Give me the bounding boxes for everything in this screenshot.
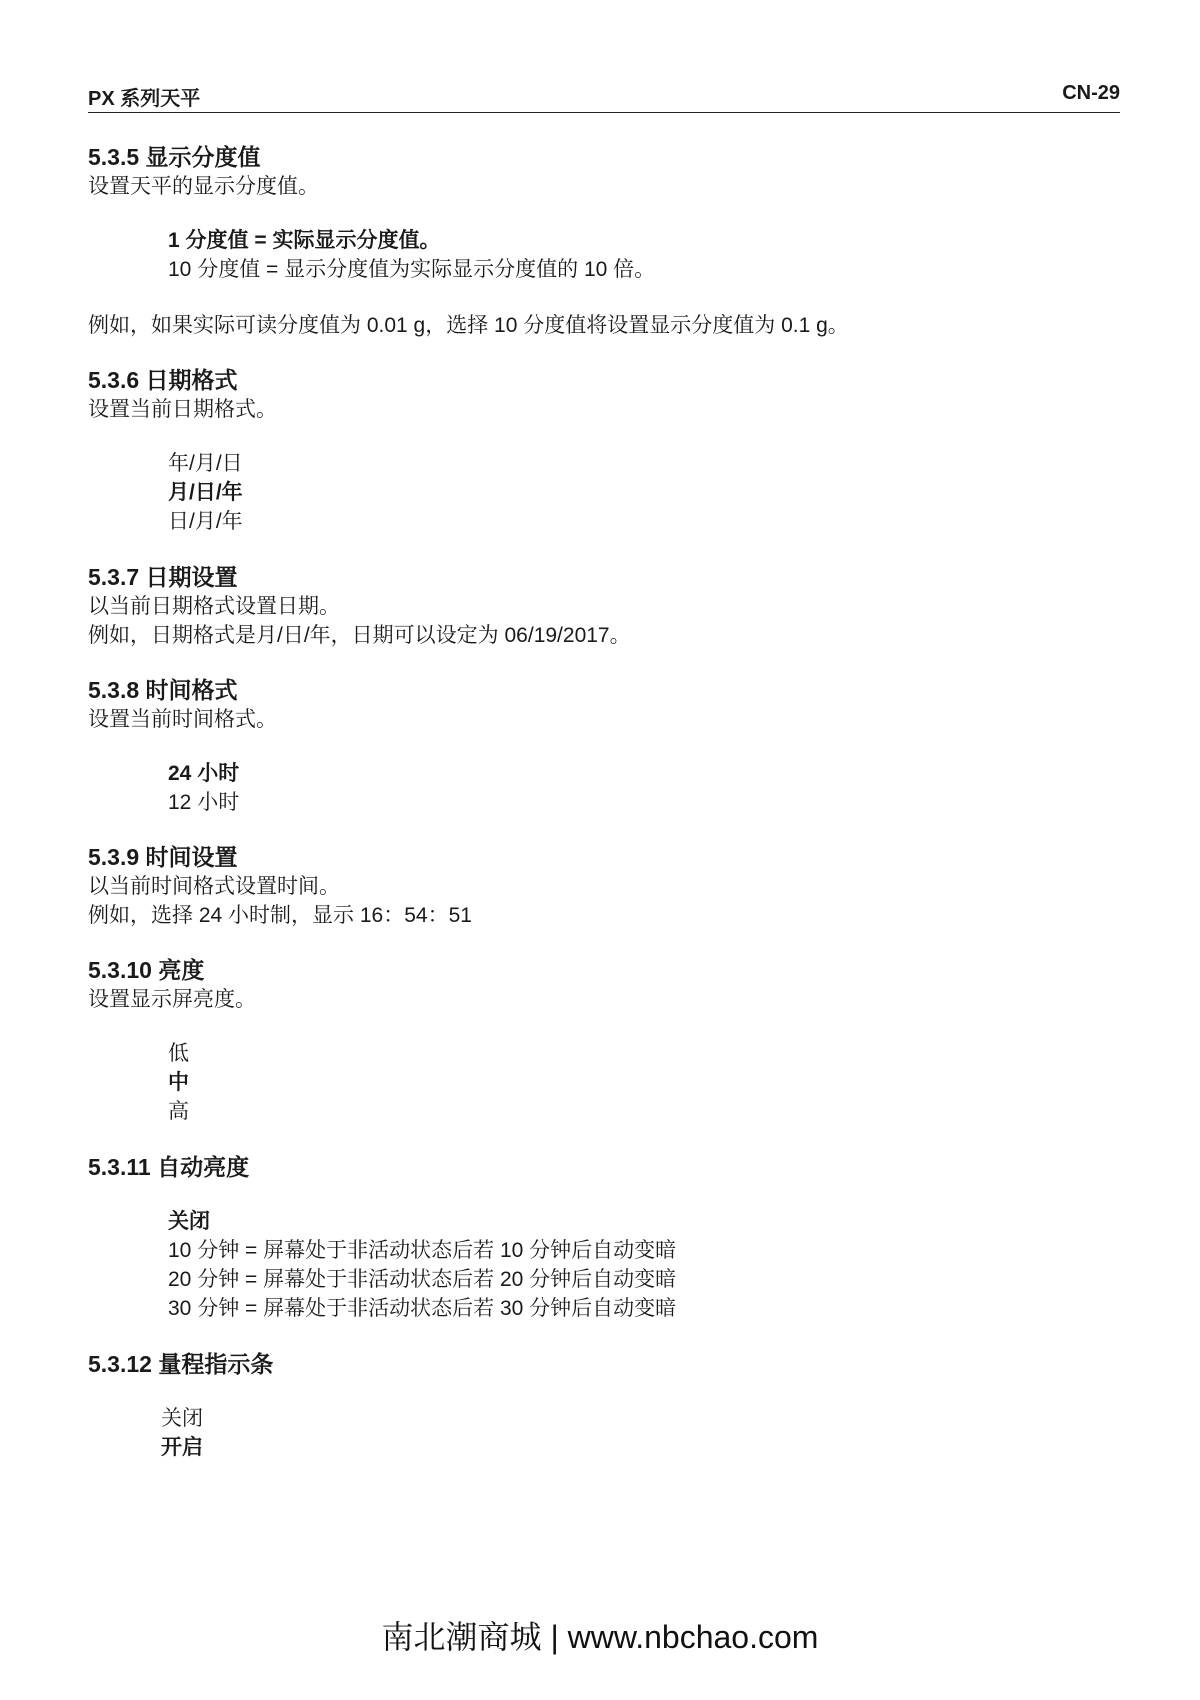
- option-capacity-bar-off: 关闭: [161, 1407, 203, 1430]
- option-12-hour: 12 小时: [168, 791, 240, 814]
- section-example-5-3-9: 例如，选择 24 小时制，显示 16：54：51: [88, 904, 472, 927]
- section-example-5-3-7: 例如，日期格式是月/日/年，日期可以设定为 06/19/2017。: [88, 624, 631, 647]
- option-10-division: 10 分度值 = 显示分度值为实际显示分度值的 10 倍。: [168, 258, 656, 281]
- section-title-5-3-10: 5.3.10 亮度: [88, 957, 205, 983]
- document-title: PX 系列天平: [88, 88, 201, 110]
- option-auto-dim-20: 20 分钟 = 屏幕处于非活动状态后若 20 分钟后自动变暗: [168, 1268, 677, 1291]
- section-desc-5-3-6: 设置当前日期格式。: [88, 398, 277, 421]
- section-title-5-3-6: 5.3.6 日期格式: [88, 367, 238, 393]
- section-desc-5-3-8: 设置当前时间格式。: [88, 708, 277, 731]
- option-1-division: 1 分度值 = 实际显示分度值。: [168, 229, 441, 252]
- section-desc-5-3-9: 以当前时间格式设置时间。: [88, 875, 340, 898]
- section-desc-5-3-7: 以当前日期格式设置日期。: [88, 595, 340, 618]
- section-title-5-3-9: 5.3.9 时间设置: [88, 844, 238, 870]
- option-brightness-high: 高: [168, 1100, 189, 1123]
- section-title-5-3-11: 5.3.11 自动亮度: [88, 1154, 250, 1180]
- option-date-dmy: 日/月/年: [168, 510, 243, 533]
- option-brightness-medium: 中: [168, 1071, 189, 1094]
- section-title-5-3-8: 5.3.8 时间格式: [88, 677, 238, 703]
- option-24-hour: 24 小时: [168, 762, 240, 785]
- page-header: [88, 82, 1120, 113]
- section-desc-5-3-5: 设置天平的显示分度值。: [88, 175, 319, 198]
- option-capacity-bar-on: 开启: [161, 1436, 203, 1459]
- section-title-5-3-7: 5.3.7 日期设置: [88, 564, 238, 590]
- option-auto-dim-10: 10 分钟 = 屏幕处于非活动状态后若 10 分钟后自动变暗: [168, 1239, 677, 1262]
- option-date-mdy: 月/日/年: [168, 481, 243, 504]
- option-auto-dim-30: 30 分钟 = 屏幕处于非活动状态后若 30 分钟后自动变暗: [168, 1297, 677, 1320]
- page-number: CN-29: [1062, 82, 1120, 104]
- section-desc-5-3-10: 设置显示屏亮度。: [88, 988, 256, 1011]
- section-title-5-3-5: 5.3.5 显示分度值: [88, 144, 261, 170]
- section-title-5-3-12: 5.3.12 量程指示条: [88, 1351, 274, 1377]
- section-example-5-3-5: 例如，如果实际可读分度值为 0.01 g，选择 10 分度值将设置显示分度值为 0.1 g。: [88, 314, 849, 337]
- footer-watermark: 南北潮商城 | www.nbchao.com: [381, 1619, 819, 1655]
- option-auto-dim-off: 关闭: [168, 1210, 210, 1233]
- option-date-ymd: 年/月/日: [168, 452, 243, 475]
- option-brightness-low: 低: [168, 1042, 189, 1065]
